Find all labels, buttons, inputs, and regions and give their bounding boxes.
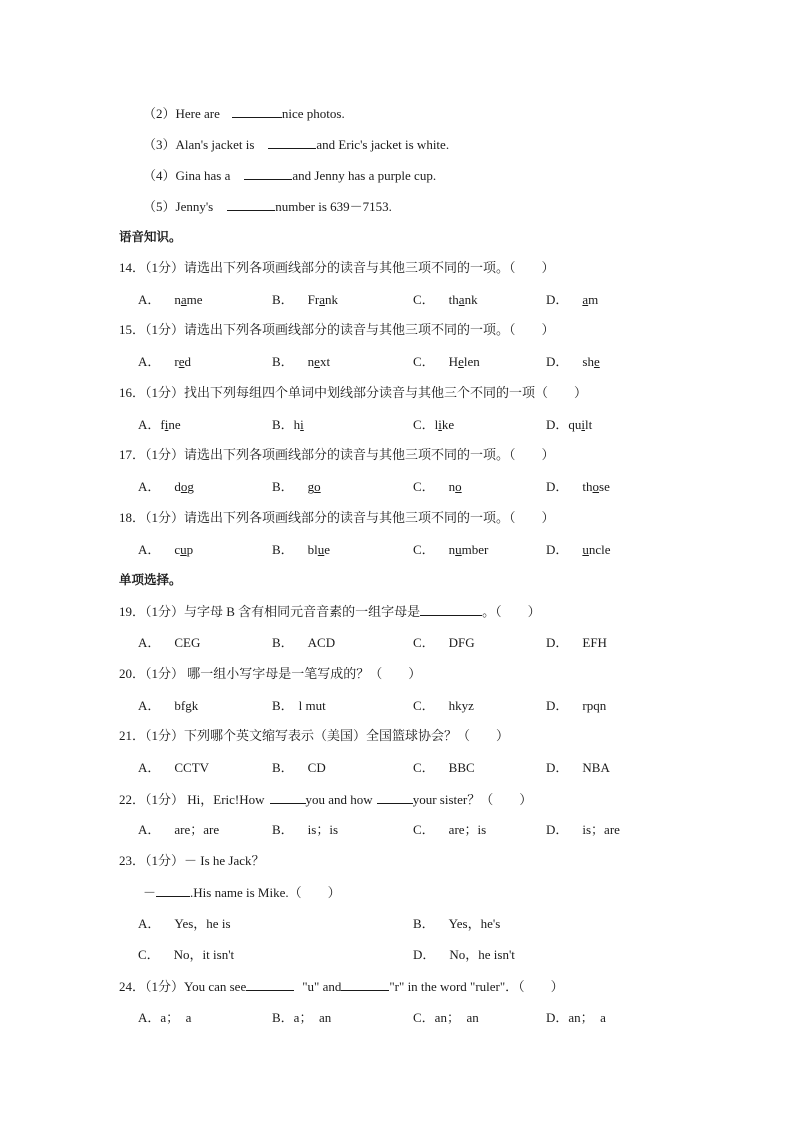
option-b[interactable]: B． is；is <box>272 822 339 837</box>
question-23-stem: 23．（1分）－ Is he Jack？ <box>119 853 265 868</box>
option-b[interactable]: B．a； an <box>272 1010 332 1025</box>
option-c[interactable]: C． hkyz <box>413 698 474 713</box>
option-c[interactable]: C． DFG <box>413 635 475 650</box>
option-a[interactable]: A． name <box>138 292 203 307</box>
option-a[interactable]: A． red <box>138 354 192 369</box>
question-23-reply: － .His name is Mike.（ ） <box>143 885 341 900</box>
option-c[interactable]: C． number <box>413 542 489 557</box>
section-heading-phonetics: 语音知识。 <box>119 229 182 244</box>
answer-blank[interactable] <box>246 978 294 991</box>
answer-blank[interactable] <box>268 136 316 149</box>
fill-item-3: （3）Alan's jacket is and Eric's jacket is white. <box>143 137 450 152</box>
question-17-stem: 17．（1分）请选出下列各项画线部分的读音与其他三项不同的一项。（ ） <box>119 447 555 462</box>
option-a[interactable]: A．a； a <box>138 1010 192 1025</box>
option-d[interactable]: D． No，he isn't <box>413 947 515 962</box>
option-d[interactable]: D． those <box>546 479 610 494</box>
question-14-stem: 14．（1分）请选出下列各项画线部分的读音与其他三项不同的一项。（ ） <box>119 260 555 275</box>
option-a[interactable]: A． cup <box>138 542 194 557</box>
question-22-stem: 22．（1分） Hi，Eric!How you and how your sister？（ ） <box>119 792 533 807</box>
question-24-stem: 24．（1分）You can see "u" and "r" in the word "ruler"．（ ） <box>119 979 564 994</box>
answer-blank[interactable] <box>341 978 389 991</box>
option-a[interactable]: A． CCTV <box>138 760 210 775</box>
answer-blank[interactable] <box>244 167 292 180</box>
option-d[interactable]: D．an； a <box>546 1010 606 1025</box>
question-20-stem: 20．（1分） 哪一组小写字母是一笔写成的？（ ） <box>119 666 422 681</box>
option-b[interactable]: B． go <box>272 479 321 494</box>
option-d[interactable]: D．quilt <box>546 417 593 432</box>
option-c[interactable]: C．like <box>413 417 455 432</box>
option-a[interactable]: A． dog <box>138 479 194 494</box>
option-b[interactable]: B．hi <box>272 417 304 432</box>
option-d[interactable]: D． uncle <box>546 542 611 557</box>
question-18-stem: 18．（1分）请选出下列各项画线部分的读音与其他三项不同的一项。（ ） <box>119 510 555 525</box>
option-a[interactable]: A．fine <box>138 417 181 432</box>
option-a[interactable]: A． bfgk <box>138 698 199 713</box>
answer-blank[interactable] <box>270 791 306 804</box>
fill-item-4: （4）Gina has a and Jenny has a purple cup. <box>143 168 437 183</box>
option-c[interactable]: C． no <box>413 479 462 494</box>
option-a[interactable]: A． CEG <box>138 635 201 650</box>
question-19-stem: 19．（1分）与字母 B 含有相同元音音素的一组字母是 。（ ） <box>119 604 541 619</box>
option-b[interactable]: B． Frank <box>272 292 339 307</box>
option-c[interactable]: C． BBC <box>413 760 475 775</box>
question-21-stem: 21．（1分）下列哪个英文缩写表示（美国）全国篮球协会？（ ） <box>119 728 510 743</box>
option-d[interactable]: D． NBA <box>546 760 610 775</box>
option-b[interactable]: B． CD <box>272 760 326 775</box>
fill-item-2: （2）Here are nice photos. <box>143 106 345 121</box>
section-heading-single-choice: 单项选择。 <box>119 572 182 587</box>
fill-item-5: （5）Jenny's number is 639－7153. <box>143 199 392 214</box>
option-b[interactable]: B． ACD <box>272 635 336 650</box>
option-d[interactable]: D． rpqn <box>546 698 607 713</box>
option-c[interactable]: C． No，it isn't <box>138 947 235 962</box>
option-a[interactable]: A． are；are <box>138 822 220 837</box>
question-15-stem: 15．（1分）请选出下列各项画线部分的读音与其他三项不同的一项。（ ） <box>119 322 555 337</box>
answer-blank[interactable] <box>156 884 190 897</box>
option-a[interactable]: A． Yes，he is <box>138 916 231 931</box>
option-c[interactable]: C．an； an <box>413 1010 479 1025</box>
option-c[interactable]: C． are；is <box>413 822 487 837</box>
option-b[interactable]: B． l mut <box>272 698 326 713</box>
answer-blank[interactable] <box>232 105 282 118</box>
option-d[interactable]: D． she <box>546 354 600 369</box>
question-16-stem: 16．（1分）找出下列每组四个单词中划线部分读音与其他三个不同的一项（ ） <box>119 385 588 400</box>
option-d[interactable]: D． EFH <box>546 635 607 650</box>
option-c[interactable]: C． thank <box>413 292 478 307</box>
option-b[interactable]: B． next <box>272 354 331 369</box>
option-d[interactable]: D． is；are <box>546 822 620 837</box>
option-d[interactable]: D． am <box>546 292 599 307</box>
answer-blank[interactable] <box>420 603 482 616</box>
option-c[interactable]: C． Helen <box>413 354 480 369</box>
option-b[interactable]: B． Yes，he's <box>413 916 501 931</box>
option-b[interactable]: B． blue <box>272 542 331 557</box>
answer-blank[interactable] <box>227 198 275 211</box>
answer-blank[interactable] <box>377 791 413 804</box>
